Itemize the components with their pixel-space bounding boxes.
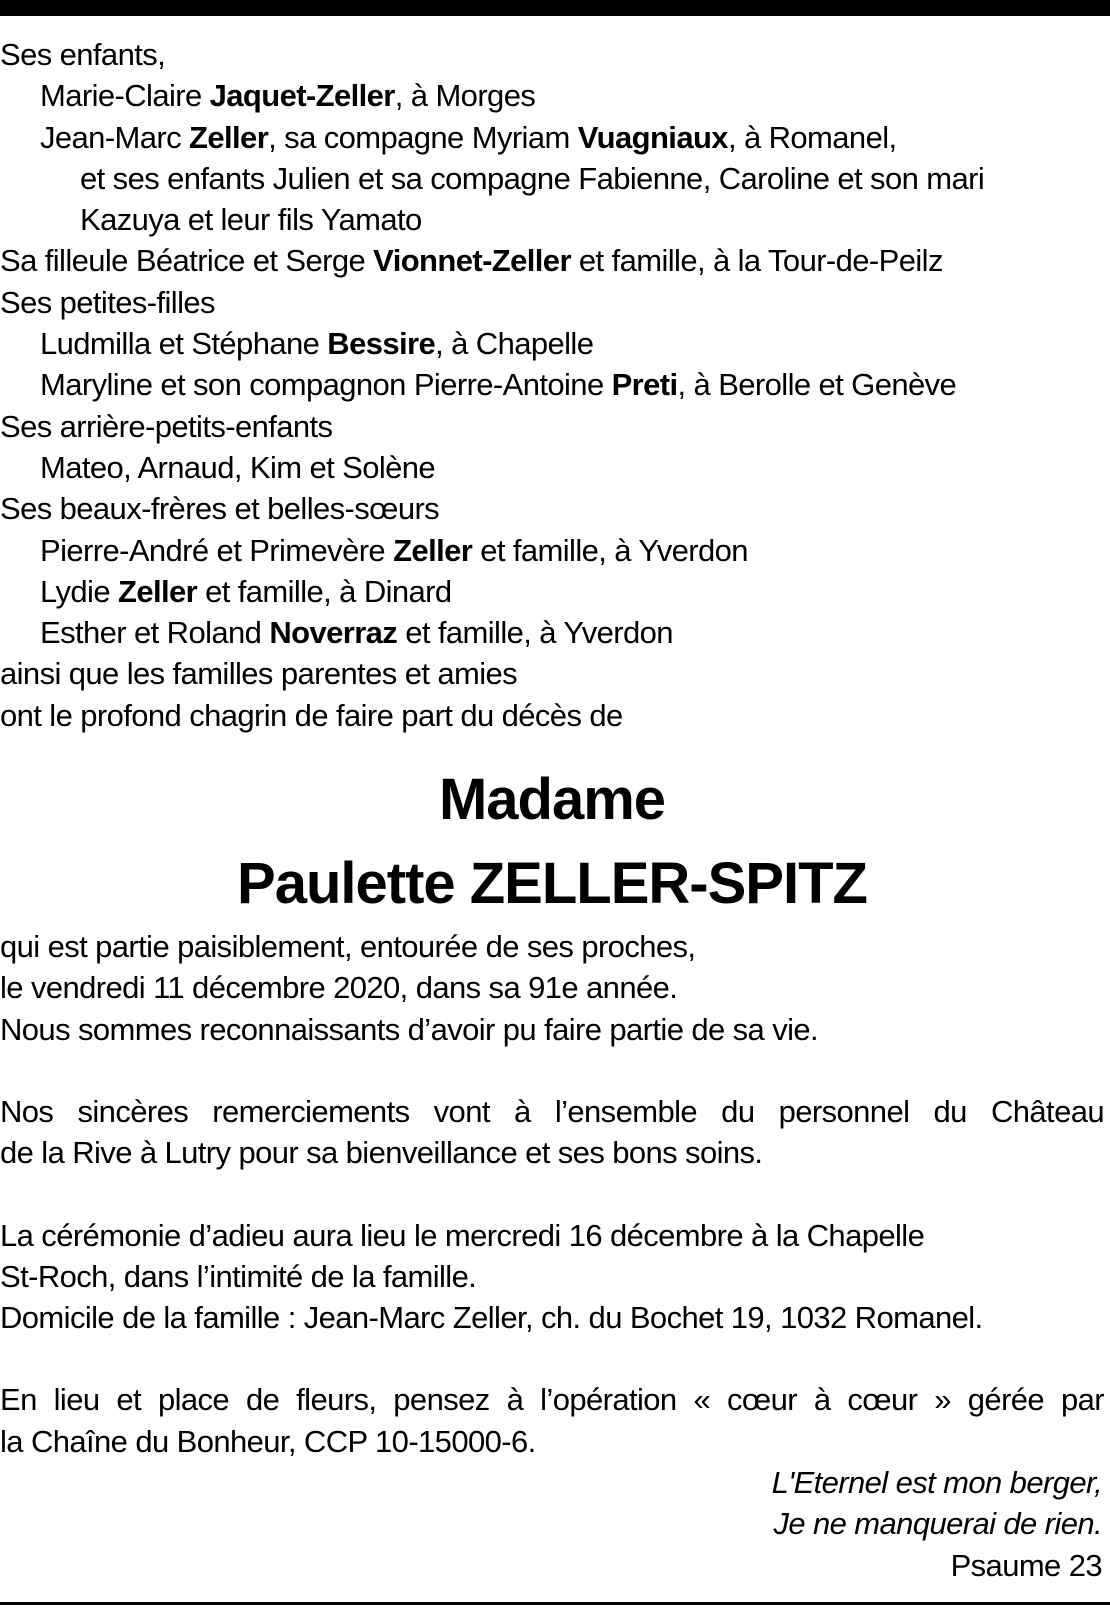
family-surname: Vionnet-Zeller [373,243,571,279]
deceased-name: Paulette ZELLER-SPITZ [237,851,867,917]
announcement-line: ont le profond chagrin de faire part du décès de [0,697,623,733]
goddaughter-entry [0,240,1104,281]
body-text-line: La cérémonie d’adieu aura lieu le mercredi 16 décembre à la Chapelle [0,1217,925,1253]
grandchildren-line: Kazuya et leur fils Yamato [80,202,422,238]
family-surname: Preti [611,367,678,403]
great-grandchildren-heading: Ses arrière-petits-enfants [0,408,333,444]
granddaughter-entry [0,364,1104,405]
obituary-notice [0,34,1104,1586]
relatives-line: ainsi que les familles parentes et amies [0,656,518,692]
family-surname: Zeller [393,532,473,568]
body-text-line: la Chaîne du Bonheur, CCP 10-15000-6. [0,1423,536,1459]
paragraph-gap [0,1050,1104,1091]
body-text-line: de la Rive à Lutry pour sa bienveillance et ses bons soins. [0,1135,763,1171]
paragraph-gap [0,1338,1104,1379]
in-law-entry [0,530,1104,571]
entry-text: Esther et Roland [40,615,270,651]
body-text-line: Nos sincères remerciements vont à l’ensemble du personnel du Château [0,1093,1104,1129]
entry-text: Marie-Claire [40,78,210,114]
children-heading: Ses enfants, [0,37,166,72]
entry-text: , à Romanel, [727,119,897,155]
child-entry [0,75,1104,116]
family-surname: Noverraz [269,615,398,651]
entry-text: Sa filleule Béatrice et Serge [0,243,374,279]
in-laws-heading: Ses beaux-frères et belles-sœurs [0,491,440,527]
entry-text: et famille, à Yverdon [397,615,673,651]
body-text-line: St-Roch, dans l’intimité de la famille. [0,1258,477,1294]
body-text-line: le vendredi 11 décembre 2020, dans sa 91e année. [0,970,678,1006]
family-surname: Zeller [189,119,269,155]
family-surname: Vuagniaux [577,119,728,155]
entry-text: et famille, à Yverdon [472,532,748,568]
in-law-entry [0,571,1104,612]
entry-text: Lydie [40,573,118,609]
deceased-title: Madame [438,767,666,833]
entry-text: , à Morges [394,78,536,114]
entry-text: et famille, à la Tour-de-Peilz [570,243,943,279]
body-text-line: En lieu et place de fleurs, pensez à l’opération « cœur à cœur » gérée par [0,1382,1104,1418]
psalm-line: Je ne manquerai de rien. [773,1506,1102,1542]
body-text-line: Domicile de la famille : Jean-Marc Zeller, ch. du Bochet 19, 1032 Romanel. [0,1300,983,1336]
body-text-line: Nous sommes reconnaissants d’avoir pu faire partie de sa vie. [0,1011,819,1047]
deceased-name-block [0,758,1104,926]
family-surname: Bessire [327,326,436,362]
paragraph-gap [0,1174,1104,1215]
entry-text: Pierre-André et Primevère [40,532,394,568]
entry-text: , à Berolle et Genève [677,367,957,403]
psalm-quote [0,1462,1104,1586]
psalm-line: L'Eternel est mon berger, [771,1465,1102,1501]
granddaughters-heading: Ses petites-filles [0,284,215,320]
top-rule [0,0,1110,16]
bottom-rule [0,1602,1110,1605]
psalm-reference: Psaume 23 [950,1547,1102,1583]
granddaughter-entry [0,323,1104,364]
in-law-entry [0,612,1104,653]
grandchildren-line: et ses enfants Julien et sa compagne Fabienne, Caroline et son mari [80,160,985,196]
entry-text: Ludmilla et Stéphane [40,326,328,362]
great-grandchildren-names: Mateo, Arnaud, Kim et Solène [40,449,436,485]
entry-text: Jean-Marc [40,119,190,155]
child-entry [0,117,1104,158]
family-surname: Jaquet-Zeller [209,78,395,114]
entry-text: , sa compagne Myriam [268,119,578,155]
entry-text: Maryline et son compagnon Pierre-Antoine [40,367,612,403]
entry-text: , à Chapelle [435,326,594,362]
body-text-line: qui est partie paisiblement, entourée de ses proches, [0,929,696,965]
entry-text: et famille, à Dinard [197,573,452,609]
family-surname: Zeller [117,573,198,609]
